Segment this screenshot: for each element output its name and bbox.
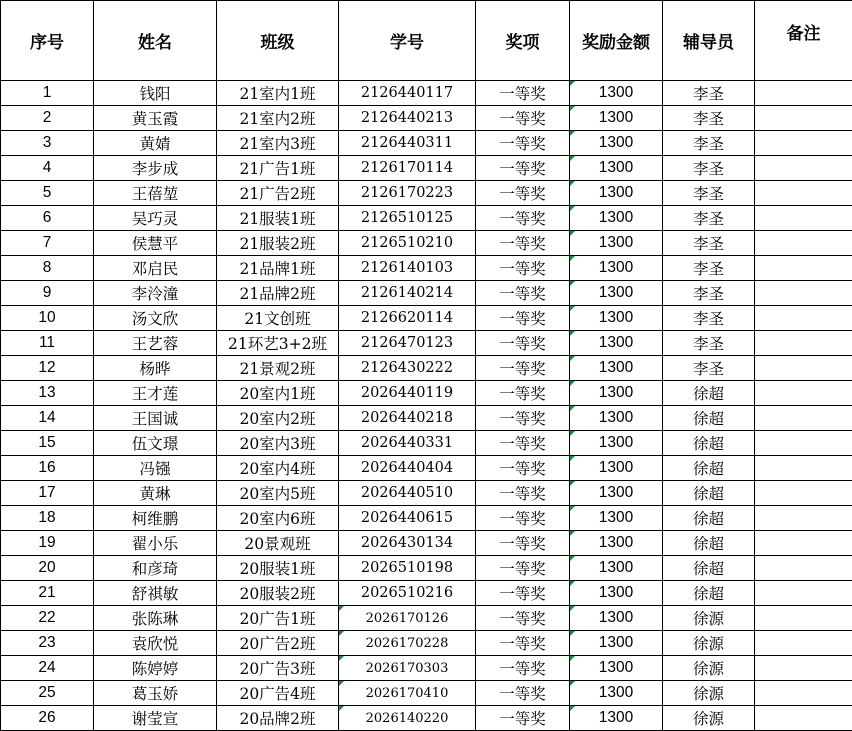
table-row [1, 331, 852, 356]
cell-amount[interactable]: 1300 [570, 131, 663, 156]
header-name[interactable]: 姓名 [94, 1, 217, 81]
cell-note[interactable] [755, 356, 852, 381]
cell-amount[interactable]: 1300 [570, 356, 663, 381]
cell-award[interactable]: 一等奖 [476, 331, 570, 356]
cell-class[interactable]: 21服装1班 [217, 206, 339, 231]
header-award[interactable]: 奖项 [476, 1, 570, 81]
cell-note[interactable] [755, 381, 852, 406]
cell-award[interactable]: 一等奖 [476, 631, 570, 656]
cell-advisor[interactable]: 徐源 [663, 631, 755, 656]
table-row [1, 431, 852, 456]
cell-amount[interactable]: 1300 [570, 631, 663, 656]
cell-amount[interactable]: 1300 [570, 506, 663, 531]
table-row [1, 206, 852, 231]
cell-note[interactable] [755, 431, 852, 456]
header-student-id[interactable]: 学号 [339, 1, 476, 81]
cell-student-id[interactable]: 2026170126 [339, 606, 476, 631]
table-row [1, 81, 852, 106]
cell-class[interactable]: 21室内1班 [217, 81, 339, 106]
cell-advisor[interactable]: 徐源 [663, 706, 755, 731]
cell-class[interactable]: 21广告2班 [217, 181, 339, 206]
cell-amount[interactable]: 1300 [570, 606, 663, 631]
header-class[interactable]: 班级 [217, 1, 339, 81]
table-row [1, 656, 852, 681]
cell-name[interactable]: 王才莲 [94, 381, 217, 406]
cell-name[interactable]: 杨晔 [94, 356, 217, 381]
cell-name[interactable]: 王国诚 [94, 406, 217, 431]
cell-amount[interactable]: 1300 [570, 556, 663, 581]
cell-award[interactable]: 一等奖 [476, 356, 570, 381]
cell-seq[interactable]: 23 [1, 631, 94, 656]
cell-advisor[interactable]: 徐源 [663, 656, 755, 681]
cell-award[interactable]: 一等奖 [476, 531, 570, 556]
cell-student-id[interactable]: 2126430222 [339, 356, 476, 381]
cell-note[interactable] [755, 456, 852, 481]
cell-award[interactable]: 一等奖 [476, 81, 570, 106]
cell-seq[interactable]: 14 [1, 406, 94, 431]
cell-seq[interactable]: 19 [1, 531, 94, 556]
cell-advisor[interactable]: 徐源 [663, 606, 755, 631]
cell-amount[interactable]: 1300 [570, 381, 663, 406]
cell-seq[interactable]: 6 [1, 206, 94, 231]
cell-amount[interactable]: 1300 [570, 81, 663, 106]
cell-advisor[interactable]: 徐超 [663, 581, 755, 606]
cell-class[interactable]: 20服装2班 [217, 581, 339, 606]
cell-note[interactable] [755, 281, 852, 306]
table-row [1, 131, 852, 156]
cell-seq[interactable]: 5 [1, 181, 94, 206]
cell-advisor[interactable]: 徐源 [663, 681, 755, 706]
cell-name[interactable]: 陈婷婷 [94, 656, 217, 681]
cell-seq[interactable]: 4 [1, 156, 94, 181]
cell-advisor[interactable]: 李圣 [663, 256, 755, 281]
cell-seq[interactable]: 26 [1, 706, 94, 731]
cell-student-id[interactable]: 2026430134 [339, 531, 476, 556]
cell-note[interactable] [755, 131, 852, 156]
cell-amount[interactable]: 1300 [570, 406, 663, 431]
cell-amount[interactable]: 1300 [570, 256, 663, 281]
cell-name[interactable]: 黄琳 [94, 481, 217, 506]
cell-advisor[interactable]: 徐超 [663, 481, 755, 506]
table-row [1, 456, 852, 481]
cell-seq[interactable]: 13 [1, 381, 94, 406]
cell-class[interactable]: 21环艺3+2班 [217, 331, 339, 356]
cell-award[interactable]: 一等奖 [476, 306, 570, 331]
cell-name[interactable]: 黄玉霞 [94, 106, 217, 131]
cell-award[interactable]: 一等奖 [476, 681, 570, 706]
cell-award[interactable]: 一等奖 [476, 281, 570, 306]
cell-class[interactable]: 20服装1班 [217, 556, 339, 581]
cell-seq[interactable]: 10 [1, 306, 94, 331]
cell-name[interactable]: 冯镪 [94, 456, 217, 481]
cell-student-id[interactable]: 2126140214 [339, 281, 476, 306]
cell-seq[interactable]: 1 [1, 81, 94, 106]
cell-note[interactable] [755, 406, 852, 431]
cell-seq[interactable]: 24 [1, 656, 94, 681]
cell-award[interactable]: 一等奖 [476, 256, 570, 281]
cell-note[interactable] [755, 581, 852, 606]
table-row [1, 281, 852, 306]
cell-advisor[interactable]: 李圣 [663, 281, 755, 306]
cell-name[interactable]: 邓启民 [94, 256, 217, 281]
cell-class[interactable]: 21服装2班 [217, 231, 339, 256]
cell-award[interactable]: 一等奖 [476, 131, 570, 156]
cell-seq[interactable]: 3 [1, 131, 94, 156]
cell-class[interactable]: 20室内6班 [217, 506, 339, 531]
cell-advisor[interactable]: 李圣 [663, 231, 755, 256]
table-row [1, 481, 852, 506]
cell-advisor[interactable]: 徐超 [663, 381, 755, 406]
cell-note[interactable] [755, 556, 852, 581]
cell-class[interactable]: 20广告3班 [217, 656, 339, 681]
cell-award[interactable]: 一等奖 [476, 231, 570, 256]
table-row [1, 406, 852, 431]
cell-seq[interactable]: 2 [1, 106, 94, 131]
cell-award[interactable]: 一等奖 [476, 456, 570, 481]
cell-advisor[interactable]: 李圣 [663, 331, 755, 356]
table-row [1, 156, 852, 181]
cell-note[interactable] [755, 481, 852, 506]
cell-amount[interactable]: 1300 [570, 456, 663, 481]
cell-note[interactable] [755, 606, 852, 631]
cell-seq[interactable]: 18 [1, 506, 94, 531]
table-row [1, 106, 852, 131]
cell-class[interactable]: 21广告1班 [217, 156, 339, 181]
cell-advisor[interactable]: 李圣 [663, 356, 755, 381]
cell-note[interactable] [755, 181, 852, 206]
cell-class[interactable]: 21品牌2班 [217, 281, 339, 306]
cell-award[interactable]: 一等奖 [476, 181, 570, 206]
cell-advisor[interactable]: 李圣 [663, 306, 755, 331]
cell-amount[interactable]: 1300 [570, 281, 663, 306]
cell-student-id[interactable]: 2026140220 [339, 706, 476, 731]
cell-advisor[interactable]: 李圣 [663, 206, 755, 231]
cell-note[interactable] [755, 656, 852, 681]
cell-note[interactable] [755, 506, 852, 531]
cell-class[interactable]: 20室内3班 [217, 431, 339, 456]
cell-name[interactable]: 王艺蓉 [94, 331, 217, 356]
table-row [1, 506, 852, 531]
header-advisor[interactable]: 辅导员 [663, 1, 755, 81]
cell-student-id[interactable]: 2126510125 [339, 206, 476, 231]
cell-award[interactable]: 一等奖 [476, 156, 570, 181]
cell-name[interactable]: 和彦琦 [94, 556, 217, 581]
cell-student-id[interactable]: 2026440119 [339, 381, 476, 406]
cell-advisor[interactable]: 徐超 [663, 506, 755, 531]
cell-student-id[interactable]: 2126440117 [339, 81, 476, 106]
cell-seq[interactable]: 7 [1, 231, 94, 256]
cell-seq[interactable]: 21 [1, 581, 94, 606]
cell-student-id[interactable]: 2126440311 [339, 131, 476, 156]
cell-amount[interactable]: 1300 [570, 706, 663, 731]
cell-name[interactable]: 李泠潼 [94, 281, 217, 306]
cell-advisor[interactable]: 李圣 [663, 106, 755, 131]
cell-amount[interactable]: 1300 [570, 331, 663, 356]
header-seq[interactable]: 序号 [1, 1, 94, 81]
table-row [1, 681, 852, 706]
cell-advisor[interactable]: 徐超 [663, 431, 755, 456]
cell-name[interactable]: 葛玉娇 [94, 681, 217, 706]
cell-class[interactable]: 21室内3班 [217, 131, 339, 156]
cell-class[interactable]: 20室内1班 [217, 381, 339, 406]
cell-class[interactable]: 20广告2班 [217, 631, 339, 656]
cell-class[interactable]: 21景观2班 [217, 356, 339, 381]
cell-student-id[interactable]: 2026510198 [339, 556, 476, 581]
cell-advisor[interactable]: 徐超 [663, 531, 755, 556]
cell-name[interactable]: 袁欣悦 [94, 631, 217, 656]
cell-student-id[interactable]: 2026440218 [339, 406, 476, 431]
header-amount[interactable]: 奖励金额 [570, 1, 663, 81]
cell-student-id[interactable]: 2126470123 [339, 331, 476, 356]
table-row [1, 581, 852, 606]
cell-note[interactable] [755, 156, 852, 181]
cell-note[interactable] [755, 206, 852, 231]
table-row [1, 356, 852, 381]
cell-note[interactable] [755, 81, 852, 106]
cell-amount[interactable]: 1300 [570, 681, 663, 706]
cell-student-id[interactable]: 2026170303 [339, 656, 476, 681]
cell-amount[interactable]: 1300 [570, 231, 663, 256]
cell-award[interactable]: 一等奖 [476, 431, 570, 456]
cell-student-id[interactable]: 2126140103 [339, 256, 476, 281]
cell-name[interactable]: 伍文璟 [94, 431, 217, 456]
cell-note[interactable] [755, 681, 852, 706]
table-row [1, 631, 852, 656]
cell-note[interactable] [755, 631, 852, 656]
cell-note[interactable] [755, 706, 852, 731]
cell-advisor[interactable]: 李圣 [663, 81, 755, 106]
cell-award[interactable]: 一等奖 [476, 481, 570, 506]
header-row [1, 1, 852, 81]
cell-amount[interactable]: 1300 [570, 106, 663, 131]
cell-award[interactable]: 一等奖 [476, 206, 570, 231]
cell-award[interactable]: 一等奖 [476, 381, 570, 406]
table-row [1, 556, 852, 581]
cell-class[interactable]: 20广告4班 [217, 681, 339, 706]
cell-class[interactable]: 20室内4班 [217, 456, 339, 481]
cell-name[interactable]: 李步成 [94, 156, 217, 181]
cell-name[interactable]: 侯慧平 [94, 231, 217, 256]
table-row [1, 606, 852, 631]
cell-name[interactable]: 王蓓堃 [94, 181, 217, 206]
cell-student-id[interactable]: 2026440404 [339, 456, 476, 481]
cell-advisor[interactable]: 李圣 [663, 181, 755, 206]
cell-name[interactable]: 舒祺敏 [94, 581, 217, 606]
cell-class[interactable]: 21室内2班 [217, 106, 339, 131]
table-row [1, 531, 852, 556]
cell-student-id[interactable]: 2026440615 [339, 506, 476, 531]
cell-student-id[interactable]: 2026440510 [339, 481, 476, 506]
cell-name[interactable]: 汤文欣 [94, 306, 217, 331]
cell-seq[interactable]: 25 [1, 681, 94, 706]
cell-amount[interactable]: 1300 [570, 306, 663, 331]
cell-class[interactable]: 21品牌1班 [217, 256, 339, 281]
cell-note[interactable] [755, 331, 852, 356]
cell-amount[interactable]: 1300 [570, 156, 663, 181]
cell-seq[interactable]: 20 [1, 556, 94, 581]
cell-class[interactable]: 20室内5班 [217, 481, 339, 506]
cell-note[interactable] [755, 256, 852, 281]
cell-advisor[interactable]: 李圣 [663, 131, 755, 156]
cell-seq[interactable]: 12 [1, 356, 94, 381]
cell-award[interactable]: 一等奖 [476, 581, 570, 606]
cell-name[interactable]: 翟小乐 [94, 531, 217, 556]
cell-amount[interactable]: 1300 [570, 656, 663, 681]
table-row [1, 231, 852, 256]
cell-award[interactable]: 一等奖 [476, 606, 570, 631]
cell-advisor[interactable]: 徐超 [663, 456, 755, 481]
cell-award[interactable]: 一等奖 [476, 506, 570, 531]
cell-class[interactable]: 20景观班 [217, 531, 339, 556]
cell-note[interactable] [755, 231, 852, 256]
cell-amount[interactable]: 1300 [570, 181, 663, 206]
cell-name[interactable]: 钱阳 [94, 81, 217, 106]
cell-class[interactable]: 20品牌2班 [217, 706, 339, 731]
cell-seq[interactable]: 8 [1, 256, 94, 281]
cell-student-id[interactable]: 2126170114 [339, 156, 476, 181]
cell-award[interactable]: 一等奖 [476, 556, 570, 581]
cell-class[interactable]: 20室内2班 [217, 406, 339, 431]
cell-award[interactable]: 一等奖 [476, 706, 570, 731]
cell-name[interactable]: 黄婧 [94, 131, 217, 156]
cell-amount[interactable]: 1300 [570, 206, 663, 231]
cell-seq[interactable]: 17 [1, 481, 94, 506]
cell-name[interactable]: 柯维鹏 [94, 506, 217, 531]
cell-note[interactable] [755, 106, 852, 131]
cell-name[interactable]: 谢莹宣 [94, 706, 217, 731]
cell-advisor[interactable]: 李圣 [663, 156, 755, 181]
cell-note[interactable] [755, 306, 852, 331]
cell-name[interactable]: 吴巧灵 [94, 206, 217, 231]
cell-class[interactable]: 21文创班 [217, 306, 339, 331]
table-row [1, 381, 852, 406]
cell-student-id[interactable]: 2126170223 [339, 181, 476, 206]
cell-advisor[interactable]: 徐超 [663, 406, 755, 431]
cell-seq[interactable]: 9 [1, 281, 94, 306]
table-row [1, 256, 852, 281]
cell-student-id[interactable]: 2126620114 [339, 306, 476, 331]
cell-student-id[interactable]: 2126440213 [339, 106, 476, 131]
table-row [1, 181, 852, 206]
cell-student-id[interactable]: 2026170410 [339, 681, 476, 706]
header-note[interactable]: 备注 [755, 1, 852, 81]
cell-amount[interactable]: 1300 [570, 431, 663, 456]
cell-seq[interactable]: 16 [1, 456, 94, 481]
cell-student-id[interactable]: 2026440331 [339, 431, 476, 456]
cell-student-id[interactable]: 2026170228 [339, 631, 476, 656]
cell-note[interactable] [755, 531, 852, 556]
cell-award[interactable]: 一等奖 [476, 406, 570, 431]
cell-seq[interactable]: 11 [1, 331, 94, 356]
cell-seq[interactable]: 15 [1, 431, 94, 456]
cell-class[interactable]: 20广告1班 [217, 606, 339, 631]
cell-amount[interactable]: 1300 [570, 581, 663, 606]
cell-seq[interactable]: 22 [1, 606, 94, 631]
cell-award[interactable]: 一等奖 [476, 656, 570, 681]
cell-amount[interactable]: 1300 [570, 531, 663, 556]
table-row [1, 706, 852, 731]
cell-student-id[interactable]: 2026510216 [339, 581, 476, 606]
cell-amount[interactable]: 1300 [570, 481, 663, 506]
cell-award[interactable]: 一等奖 [476, 106, 570, 131]
cell-student-id[interactable]: 2126510210 [339, 231, 476, 256]
table-row [1, 306, 852, 331]
cell-advisor[interactable]: 徐超 [663, 556, 755, 581]
cell-name[interactable]: 张陈琳 [94, 606, 217, 631]
